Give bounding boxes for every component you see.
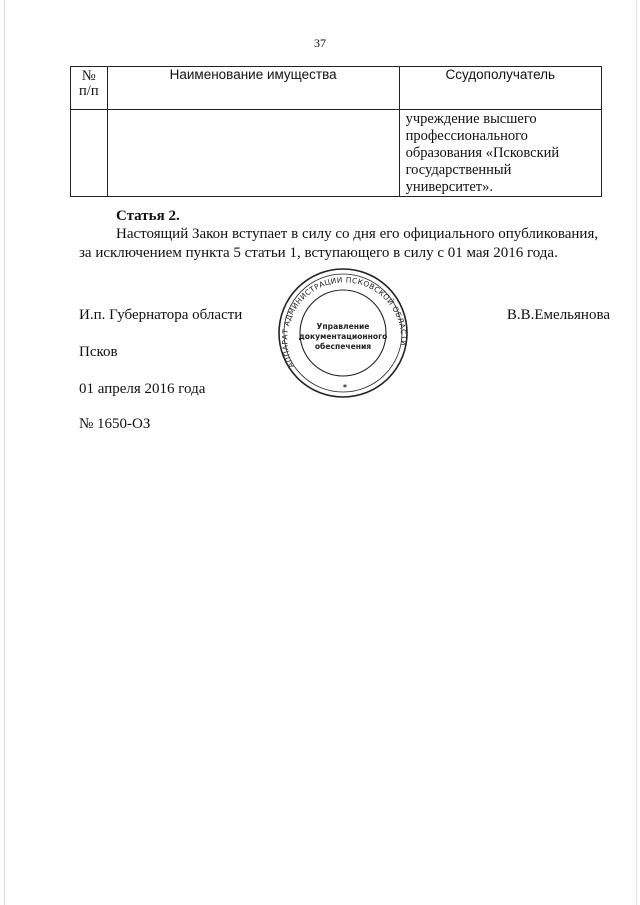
signatory-title: И.п. Губернатора области — [79, 307, 243, 323]
page-number: 37 — [314, 36, 326, 50]
header-number-cell — [71, 67, 108, 110]
signing-city: Псков — [79, 344, 118, 360]
header-number-symbol: № — [81, 68, 96, 84]
seal-star: * — [343, 383, 347, 392]
row-property-name-cell — [107, 110, 399, 197]
signing-date: 01 апреля 2016 года — [79, 381, 206, 397]
table-row — [71, 110, 602, 197]
seal-ring-text: АППАРАТ АДМИНИСТРАЦИИ ПСКОВСКОЙ ОБЛАСТИ — [280, 275, 409, 370]
recipient-line: учреждение высшего — [405, 111, 537, 127]
header-property-name: Наименование имущества — [107, 67, 399, 110]
recipient-line: профессионального — [405, 128, 528, 144]
property-table — [70, 66, 602, 197]
seal-inner-line: Управление — [316, 322, 370, 331]
seal-inner-line: документационного — [298, 332, 388, 341]
page-edge-right — [636, 0, 637, 905]
seal-inner-line: обеспечения — [314, 342, 372, 351]
recipient-line: образования «Псковский — [405, 145, 560, 161]
row-recipient-cell — [399, 110, 601, 197]
row-number-cell — [71, 110, 108, 197]
article-text: Настоящий Закон вступает в силу со дня его официального опубликования, за исключением пункта 5 статьи 1, вступающего в силу с 01 мая 2016 года. — [79, 226, 599, 261]
article-heading: Статья 2. — [116, 208, 180, 224]
recipient-line: государственный — [405, 162, 512, 178]
header-recipient: Ссудополучатель — [399, 67, 601, 110]
signatory-name: В.В.Емельянова — [506, 307, 610, 323]
recipient-text — [400, 110, 601, 196]
table-header-row — [71, 67, 602, 110]
law-number: № 1650-ОЗ — [79, 416, 151, 432]
header-number-abbr: п/п — [79, 83, 99, 99]
recipient-line: университет». — [405, 179, 493, 195]
official-seal-stamp — [268, 268, 418, 398]
page-edge-left — [4, 0, 5, 905]
